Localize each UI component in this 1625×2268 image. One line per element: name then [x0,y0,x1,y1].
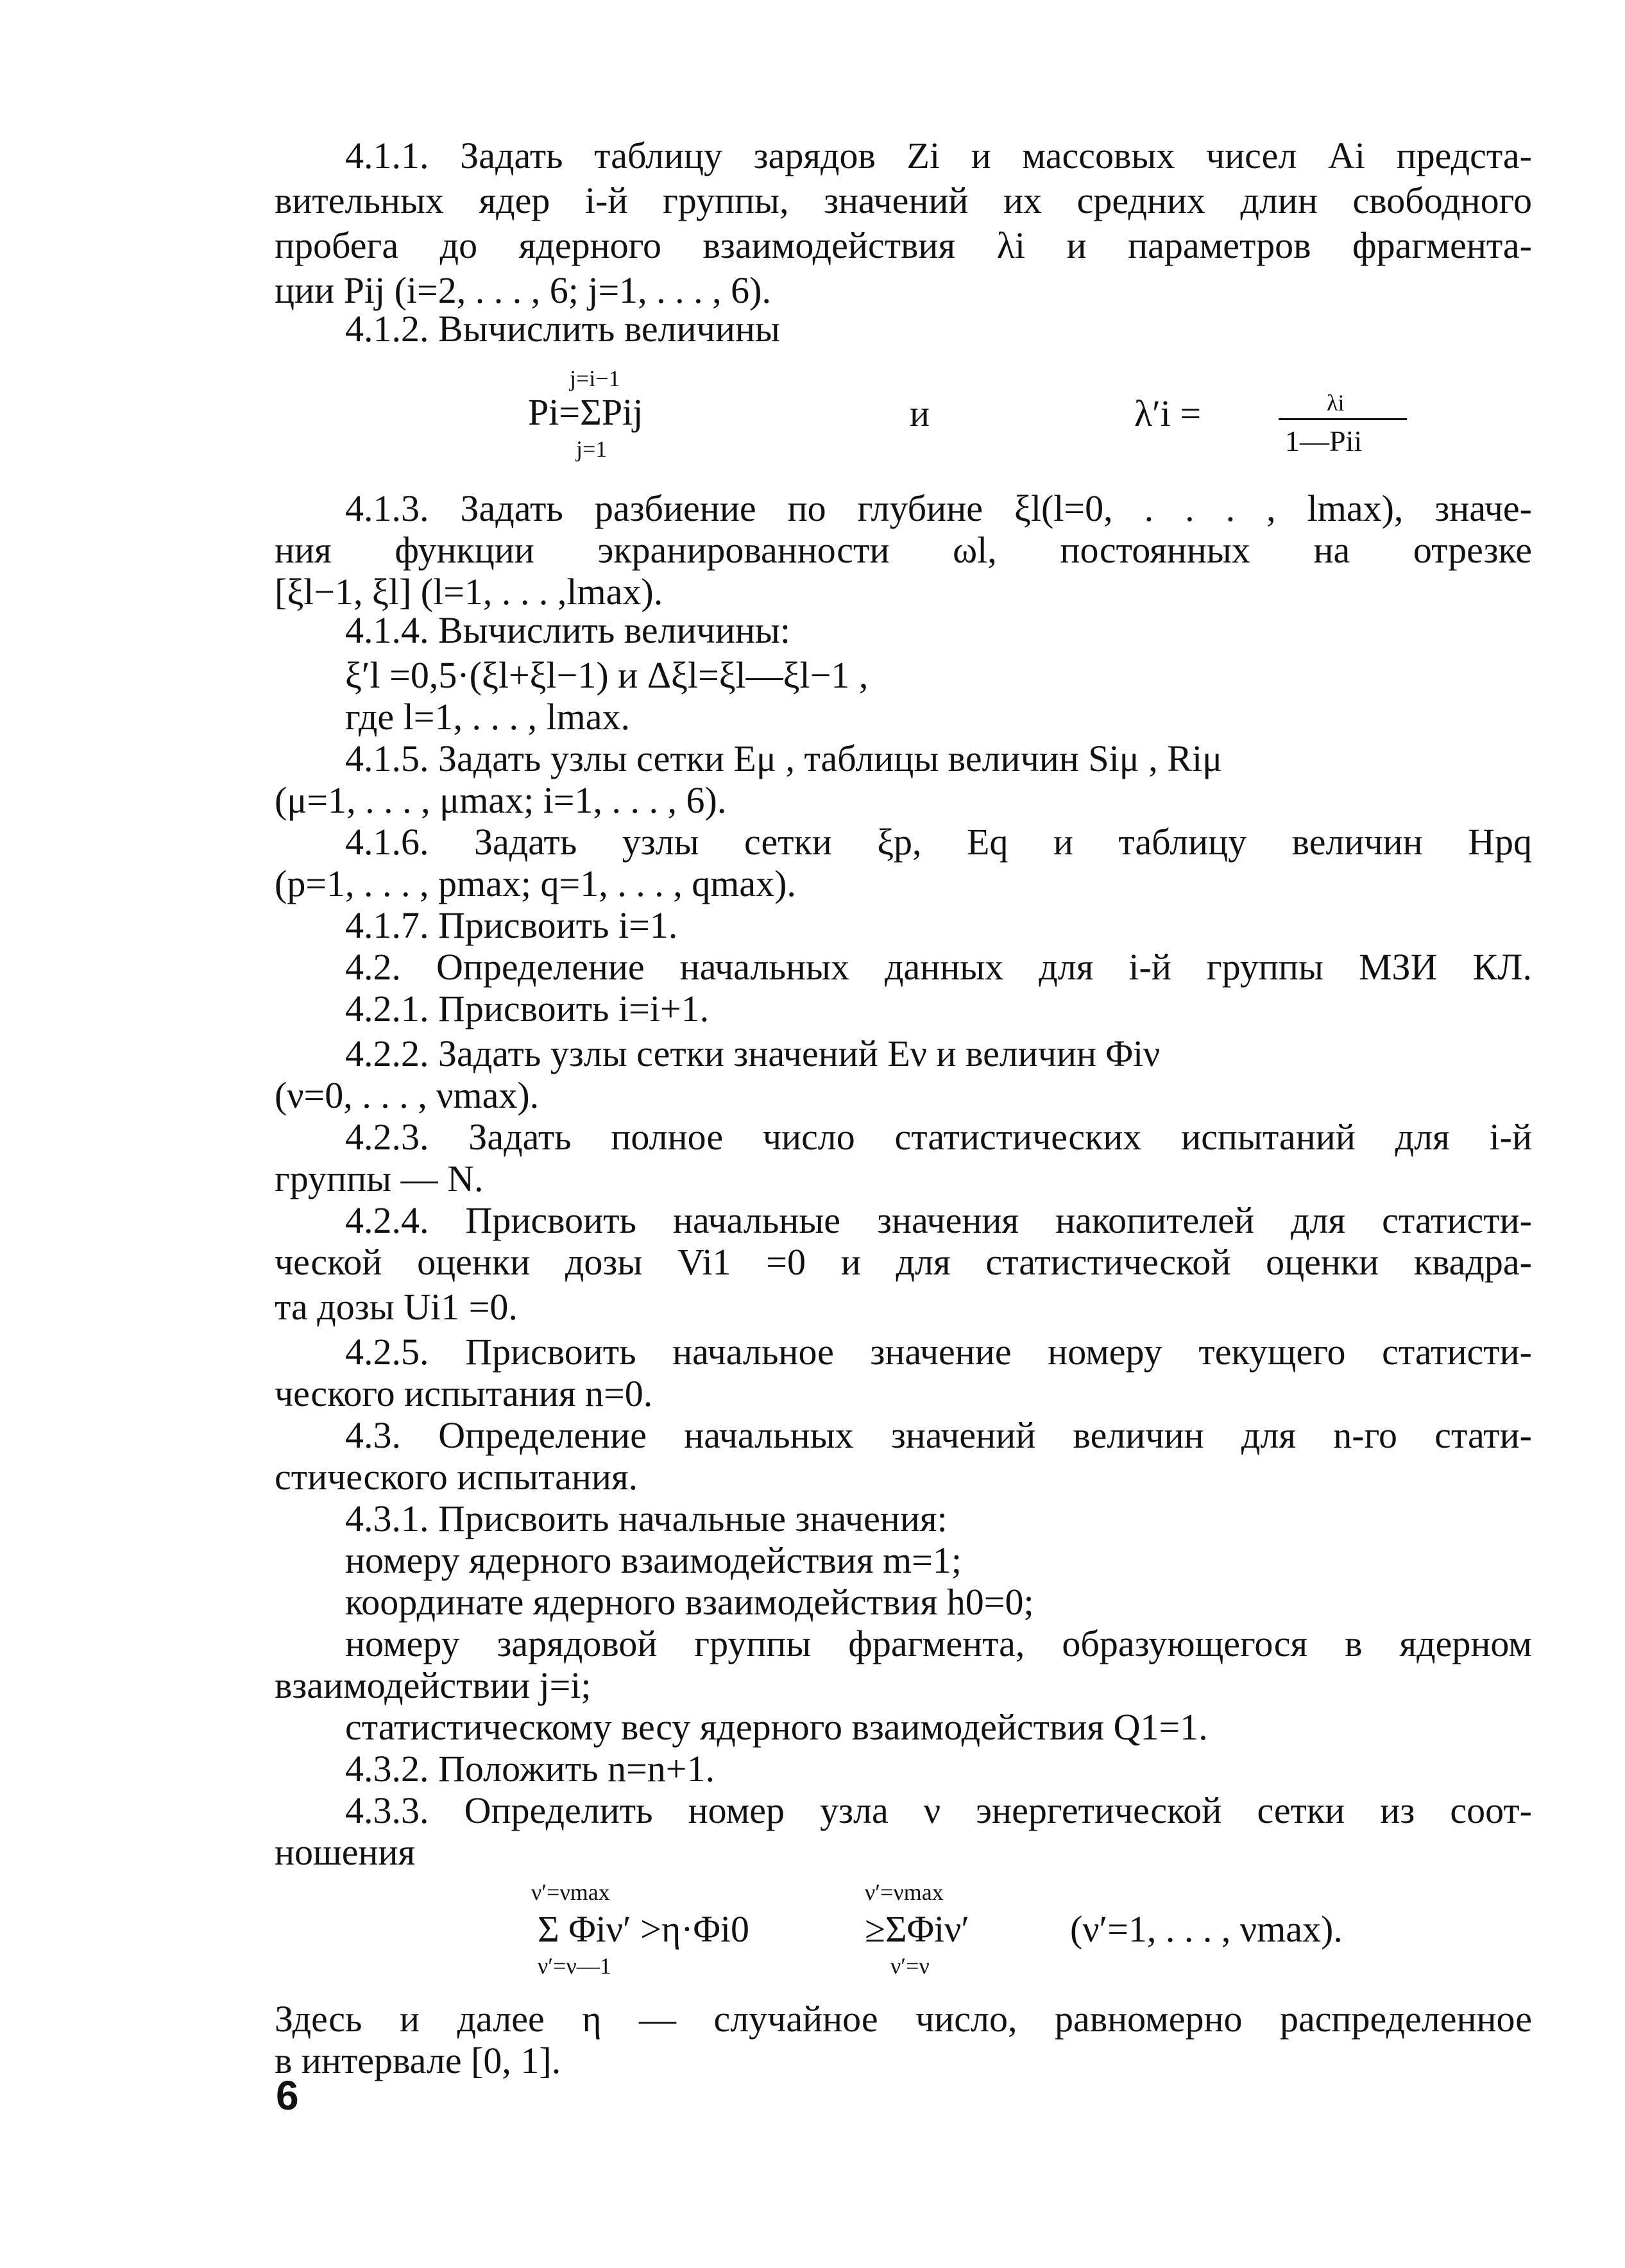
text-line: ξ′l =0,5·(ξl+ξl−1) и Δξl=ξl—ξl−1 , [345,654,869,696]
sum2-lower-limit: ν′=ν [890,1953,930,1979]
text-line: 4.1.1. Задать таблицу зарядов Zi и массовых чисел Ai предста- [345,135,1532,176]
sum2-expression: ≥ΣΦiν′ [865,1908,970,1950]
text-line: Здесь и далее η — случайное число, равномерно распределенное [275,1998,1532,2040]
formula-denominator: 1—Pii [1285,425,1363,457]
text-line: номеру зарядовой группы фрагмента, образующегося в ядерном [345,1623,1532,1664]
text-line: 4.3.2. Положить n=n+1. [345,1748,715,1790]
formula-lower-limit: j=1 [576,436,608,462]
sum2-upper-limit: ν′=νmax [865,1879,944,1905]
text-line: ции Pij (i=2, . . . , 6; j=1, . . . , 6). [275,269,771,311]
text-line: 4.1.7. Присвоить i=1. [345,904,678,946]
formula-numerator: λi [1327,390,1345,416]
sum1-lower-limit: ν′=ν—1 [538,1953,611,1979]
text-line: номеру ядерного взаимодействия m=1; [345,1539,962,1581]
text-line: 4.2.5. Присвоить начальное значение номеру текущего статисти- [345,1331,1532,1373]
formula-conjunction: и [910,393,930,434]
text-line: 4.2.1. Присвоить i=i+1. [345,988,710,1029]
sum1-upper-limit: ν′=νmax [531,1879,610,1905]
text-line: ния функции экранированности ωl, постоянных на отрезке [275,529,1532,571]
text-line: 4.1.2. Вычислить величины [345,308,780,350]
text-line: ческого испытания n=0. [275,1373,653,1414]
text-line: группы — N. [275,1158,484,1199]
section-heading: 4.3. Определение начальных значений величин для n-го стати- [345,1414,1532,1456]
text-line: 4.1.4. Вычислить величины: [345,609,790,651]
formula-condition: (ν′=1, . . . , νmax). [1070,1908,1343,1950]
text-line: 4.2.3. Задать полное число статистических испытаний для i-й [345,1116,1532,1158]
text-line: стического испытания. [275,1456,638,1498]
page-number: 6 [276,2072,299,2119]
text-line: 4.3.1. Присвоить начальные значения: [345,1498,948,1539]
text-line: где l=1, . . . , lmax. [345,696,630,738]
text-line: 4.1.6. Задать узлы сетки ξp, Eq и таблицу величин Hpq [345,821,1532,863]
text-line: в интервале [0, 1]. [275,2040,561,2081]
text-line: (μ=1, . . . , μmax; i=1, . . . , 6). [275,779,727,821]
text-line: ношения [275,1831,416,1873]
text-line: взаимодействии j=i; [275,1664,591,1706]
text-line: та дозы Ui1 =0. [275,1286,518,1328]
text-line: статистическому весу ядерного взаимодействия Q1=1. [345,1706,1208,1748]
text-line: 4.1.3. Задать разбиение по глубине ξl(l=0, . . . , lmax), значе- [345,487,1532,529]
text-line: координате ядерного взаимодействия h0=0; [345,1581,1034,1623]
text-line: ческой оценки дозы Vi1 =0 и для статистической оценки квадра- [275,1241,1532,1283]
text-line: (ν=0, . . . , νmax). [275,1074,540,1116]
text-line: 4.3.3. Определить номер узла ν энергетической сетки из соот- [345,1790,1532,1831]
text-line: 4.2.4. Присвоить начальные значения накопителей для статисти- [345,1199,1532,1241]
text-line: 4.2.2. Задать узлы сетки значений Eν и величин Φiν [345,1033,1161,1074]
formula-lhs: Pi=ΣPij [528,391,643,433]
formula-upper-limit: j=i−1 [570,366,620,391]
text-line: вительных ядер i-й группы, значений их средних длин свободного [275,180,1532,221]
text-line: пробега до ядерного взаимодействия λi и параметров фрагмента- [275,224,1532,266]
section-heading: 4.2. Определение начальных данных для i-й группы МЗИ КЛ. [345,946,1532,988]
text-line: [ξl−1, ξl] (l=1, . . . ,lmax). [275,571,663,613]
formula-lambda-lhs: λ′i = [1134,393,1202,434]
text-line: (p=1, . . . , pmax; q=1, . . . , qmax). [275,863,796,904]
text-line: 4.1.5. Задать узлы сетки Eμ , таблицы величин Siμ , Riμ [345,738,1223,779]
sum1-expression: Σ Φiν′ >η·Φi0 [538,1908,750,1950]
